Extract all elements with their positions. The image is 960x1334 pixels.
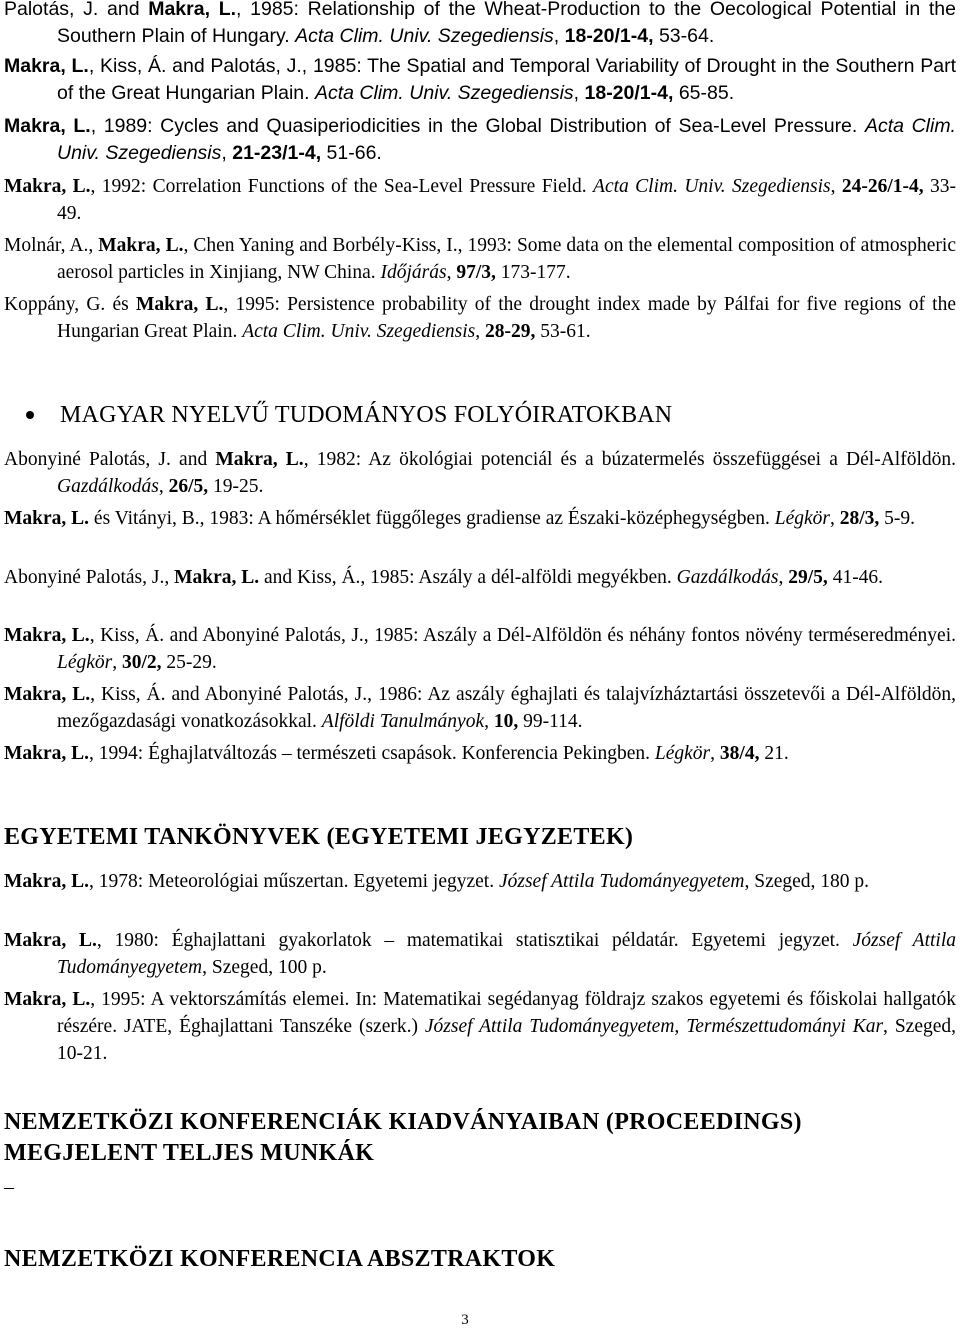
text-run: 19-25. bbox=[208, 476, 264, 497]
text-run: Abonyiné Palotás, J. and bbox=[4, 449, 216, 470]
reference-entry bbox=[4, 927, 956, 981]
bold-run: 97/3, bbox=[456, 262, 496, 283]
italic-run: Alföldi Tanulmányok bbox=[321, 711, 485, 732]
text-run: 5-9. bbox=[879, 508, 916, 529]
text-run: , bbox=[112, 652, 122, 673]
bold-run: Makra, L. bbox=[135, 294, 224, 315]
text-run: 65-85. bbox=[673, 82, 735, 104]
bold-run: Makra, L. bbox=[4, 55, 89, 77]
reference-entry bbox=[4, 446, 956, 500]
italic-run: Időjárás bbox=[380, 262, 447, 283]
text-run: , bbox=[778, 567, 789, 588]
reference-entry bbox=[4, 868, 956, 895]
italic-run: Acta Clim. Univ. Szegediensis bbox=[593, 176, 831, 197]
text-run: , bbox=[446, 262, 457, 283]
text-run: Koppány, G. és bbox=[4, 294, 136, 315]
reference-entry bbox=[4, 564, 956, 591]
italic-run: Gazdálkodás bbox=[57, 476, 159, 497]
bold-run: Makra, L. bbox=[4, 684, 91, 705]
text-run: , Szeged, 10-21. bbox=[57, 1016, 957, 1064]
text-run: , 1983: A hőmérséklet függőleges gradiense az Északi-középhegységben. bbox=[199, 508, 775, 529]
text-run: , Chen Yaning and Borbély-Kiss, I. bbox=[183, 235, 458, 256]
bold-run: Makra, L. bbox=[4, 871, 90, 892]
text-run: , Kiss, Á. and Abonyiné Palotás, J. bbox=[90, 684, 368, 705]
text-run: , 1985: The Spatial and Temporal Variability of Drought in the Southern Part of the Great Hungarian Plain. bbox=[57, 55, 956, 104]
bold-run: Makra, L. bbox=[4, 625, 90, 646]
text-run: , Kiss, Á. and Palotás, J. bbox=[88, 55, 302, 77]
italic-run: Acta Clim. Univ. Szegediensis bbox=[295, 25, 554, 47]
text-run: , bbox=[829, 508, 840, 529]
text-run: 53-64. bbox=[653, 25, 715, 47]
text-run: Abonyiné Palotás, J., bbox=[4, 567, 175, 588]
bold-run: 30/2, bbox=[122, 652, 162, 673]
text-run: , 1985: Aszály a dél-alföldi megyékben. bbox=[360, 567, 677, 588]
text-run: , bbox=[710, 743, 720, 764]
section-heading-hungarian-journals bbox=[18, 398, 672, 432]
text-run: , 1985: Relationship of the Wheat-Production to the Oecological Potential in the Southern Plain of Hungary. bbox=[57, 0, 956, 47]
text-run: and Kiss, Á. bbox=[259, 567, 361, 588]
bold-run: 21-23/1-4, bbox=[232, 142, 322, 164]
text-run: , Szeged, 180 p. bbox=[744, 871, 870, 892]
section-heading-text: MAGYAR NYELVŰ TUDOMÁNYOS FOLYÓIRATOKBAN bbox=[60, 401, 673, 428]
text-run: , 1993: Some data on the elemental composition of atmospheric aerosol particles in Xinjiang, NW China. bbox=[57, 235, 956, 283]
bold-run: 28/3, bbox=[839, 508, 880, 529]
text-run: 173-177. bbox=[495, 262, 571, 283]
bold-run: 10, bbox=[493, 711, 519, 732]
reference-entry bbox=[4, 232, 956, 286]
bold-run: Makra, L. bbox=[215, 449, 304, 470]
text-run: , bbox=[573, 82, 585, 104]
text-run: , bbox=[158, 476, 169, 497]
text-run: , Szeged, 100 p. bbox=[202, 957, 327, 978]
bold-run: 18-20/1-4, bbox=[584, 82, 674, 104]
text-run: , 1989: Cycles and Quasiperiodicities in the Global Distribution of Sea-Level Pressure. bbox=[90, 115, 865, 137]
reference-entry bbox=[4, 0, 956, 50]
text-run: , 1995: A vektorszámítás elemei. In: Matematikai segédanyag földrajz szakos egyetemi és főiskolai hallgatók részére. JATE, Éghajlattani Tanszéke (szerk.) bbox=[57, 989, 956, 1037]
text-run: , bbox=[475, 321, 486, 342]
reference-entry bbox=[4, 622, 956, 676]
text-run: , 1995: Persistence probability of the drought index made by Pálfai for five regions of the Hungarian Great Plain. bbox=[57, 294, 956, 342]
text-run: 99-114. bbox=[518, 711, 583, 732]
reference-entry bbox=[4, 740, 956, 767]
text-run: , 1994: Éghajlatváltozás – természeti csapások. Konferencia Pekingben. bbox=[89, 743, 655, 764]
section-heading-textbooks: EGYETEMI TANKÖNYVEK (EGYETEMI JEGYZETEK) bbox=[4, 824, 634, 850]
bold-run: Makra, L. bbox=[148, 0, 237, 20]
italic-run: József Attila Tudományegyetem bbox=[498, 871, 745, 892]
text-run: , 1985: Aszály a Dél-Alföldön és néhány fontos növény terméseredményei. bbox=[363, 625, 956, 646]
italic-run: József Attila Tudományegyetem bbox=[57, 930, 956, 978]
bold-run: Makra, L. bbox=[4, 989, 91, 1010]
bold-run: Makra, L. bbox=[4, 743, 90, 764]
reference-entry bbox=[4, 505, 956, 532]
bold-run: Makra, L. bbox=[4, 508, 90, 529]
italic-run: Gazdálkodás bbox=[676, 567, 779, 588]
text-run: 51-66. bbox=[321, 142, 382, 164]
text-run: , bbox=[553, 25, 565, 47]
reference-entry bbox=[4, 173, 956, 227]
text-run: Palotás, J. and bbox=[4, 0, 149, 20]
bullet-icon bbox=[26, 411, 34, 419]
italic-run: Acta Clim. Univ. Szegediensis bbox=[315, 82, 574, 104]
bold-run: Makra, L. bbox=[4, 930, 97, 951]
text-run: 41-46. bbox=[827, 567, 884, 588]
bold-run: Makra, L. bbox=[174, 567, 260, 588]
text-run: 33-49. bbox=[57, 176, 956, 224]
bold-run: Makra, L. bbox=[4, 115, 91, 137]
italic-run: Légkör bbox=[654, 743, 711, 764]
reference-entry bbox=[4, 681, 956, 735]
page-number: 3 bbox=[461, 1312, 469, 1328]
text-run: és Vitányi, B. bbox=[89, 508, 200, 529]
text-run: , bbox=[221, 142, 233, 164]
italic-run: Acta Clim. Univ. Szegediensis bbox=[242, 321, 476, 342]
text-run: 21. bbox=[759, 743, 789, 764]
italic-run: Légkör bbox=[57, 652, 113, 673]
text-run: , 1992: Correlation Functions of the Sea-Level Pressure Field. bbox=[90, 176, 594, 197]
text-run: , 1982: Az ökológiai potenciál és a búzatermelés összefüggései a Dél-Alföldön. bbox=[303, 449, 956, 470]
reference-entry bbox=[4, 291, 956, 345]
text-run: , 1986: Az aszály éghajlati és talajvízháztartási összetevői a Dél-Alföldön, mezőgazdasági vonatkozásokkal. bbox=[57, 684, 956, 732]
bold-run: 29/5, bbox=[788, 567, 828, 588]
text-run: , Kiss, Á. and Abonyiné Palotás, J. bbox=[89, 625, 364, 646]
text-run: Molnár, A., bbox=[4, 235, 99, 256]
reference-entry bbox=[4, 53, 956, 107]
bold-run: 18-20/1-4, bbox=[564, 25, 654, 47]
text-run: , bbox=[484, 711, 494, 732]
section-heading-proceedings: NEMZETKÖZI KONFERENCIÁK KIADVÁNYAIBAN (PROCEEDINGS) MEGJELENT TELJES MUNKÁK bbox=[4, 1109, 802, 1166]
bold-run: Makra, L. bbox=[4, 176, 91, 197]
reference-entry bbox=[4, 986, 956, 1067]
bold-run: 38/4, bbox=[719, 743, 760, 764]
section-heading-abstracts: NEMZETKÖZI KONFERENCIA ABSZTRAKTOK bbox=[4, 1246, 556, 1272]
text-run: 53-61. bbox=[535, 321, 591, 342]
bold-run: Makra, L. bbox=[98, 235, 184, 256]
italic-run: József Attila Tudományegyetem, Természettudományi Kar bbox=[424, 1016, 884, 1037]
reference-entry bbox=[4, 113, 956, 167]
text-run: , 1980: Éghajlattani gyakorlatok – matematikai statisztikai példatár. Egyetemi jegyzet. bbox=[96, 930, 853, 951]
italic-run: Acta Clim. Univ. Szegediensis bbox=[57, 115, 956, 164]
bold-run: 26/5, bbox=[168, 476, 209, 497]
text-run: , 1978: Meteorológiai műszertan. Egyetemi jegyzet. bbox=[89, 871, 499, 892]
text-run: , bbox=[830, 176, 842, 197]
proceedings-placeholder: – bbox=[4, 1176, 14, 1198]
bold-run: 28-29, bbox=[485, 321, 536, 342]
italic-run: Légkör bbox=[774, 508, 830, 529]
bold-run: 24-26/1-4, bbox=[841, 176, 924, 197]
text-run: 25-29. bbox=[161, 652, 217, 673]
